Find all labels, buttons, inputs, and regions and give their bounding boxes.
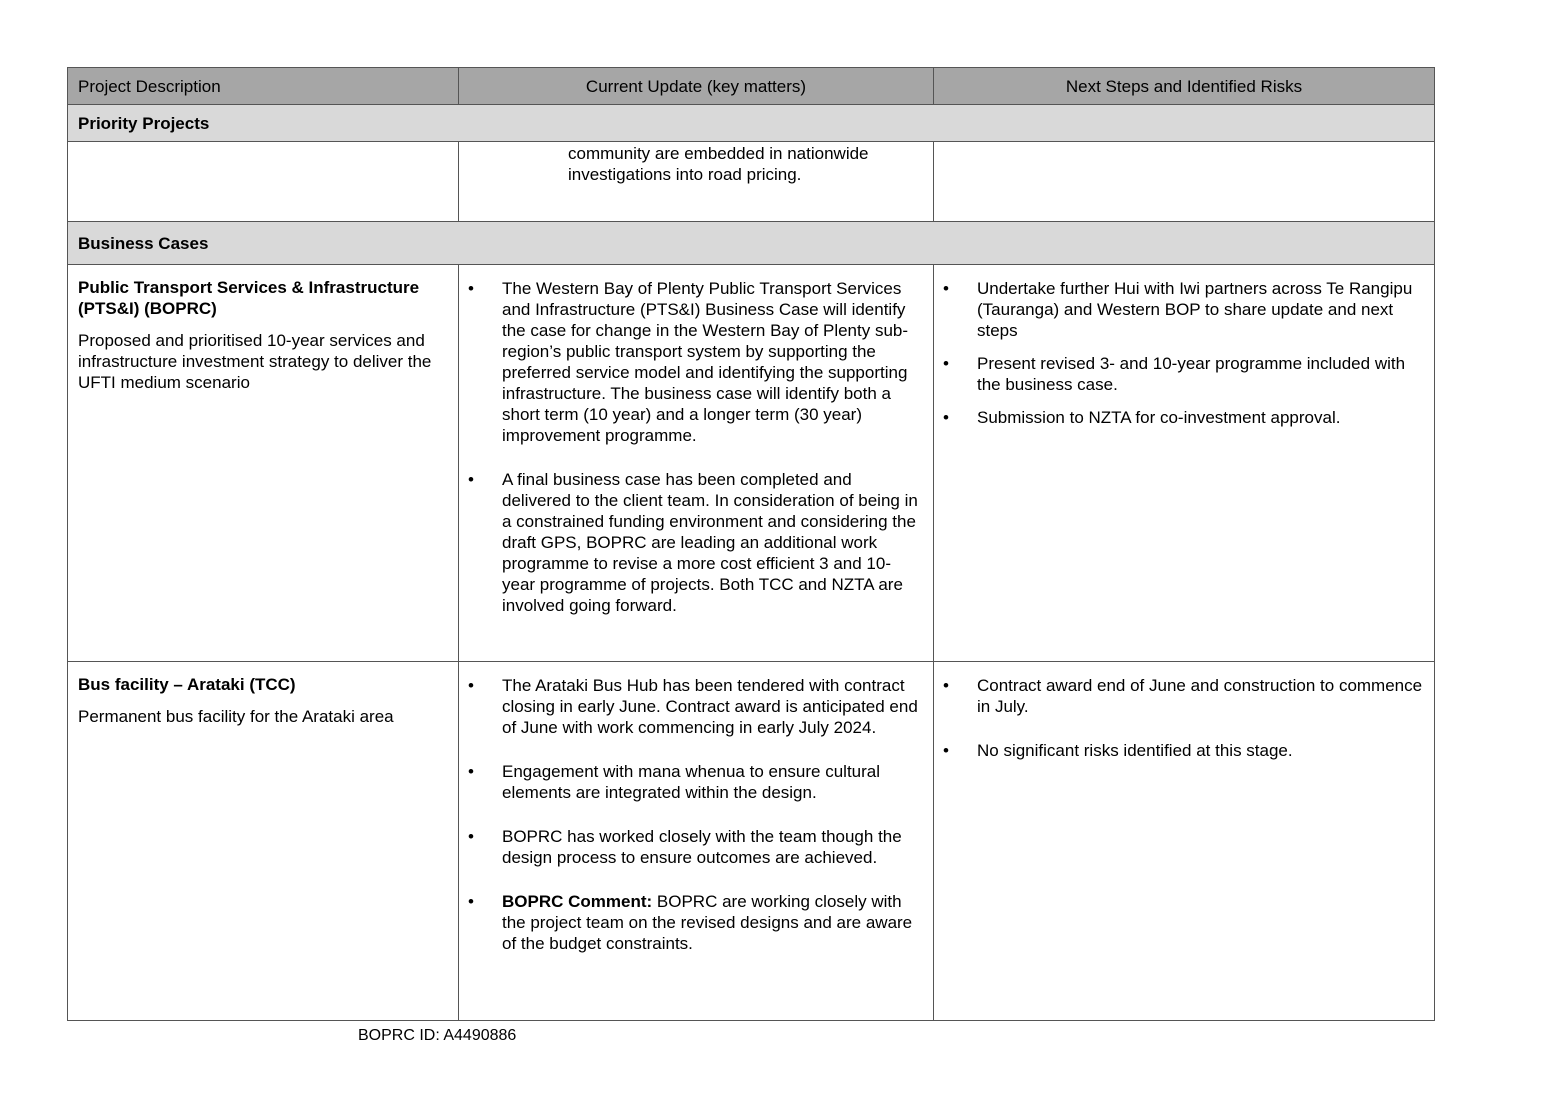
list-item: • Contract award end of June and construction to commence in July.: [934, 675, 1424, 717]
section-row-priority-projects: [68, 105, 1435, 142]
pts-next-steps-list: [934, 265, 1434, 428]
list-item: • A final business case has been completed and delivered to the client team. In consideration of being in a constrained funding environment and considering the draft GPS, BOPRC are leading an additional work programme to revise a more cost efficient 3 and 10-year programme of projects. Both TCC and NZTA are involved going forward.: [459, 469, 923, 616]
section-title-priority-projects: Priority Projects: [68, 105, 1435, 142]
list-item: • The Western Bay of Plenty Public Transport Services and Infrastructure (PTS&I) Business Case will identify the case for change in the Western Bay of Plenty sub-region’s public transport system by supporting the preferred service model and identifying the supporting infrastructure. The business case will identify both a short term (10 year) and a longer term (30 year) improvement programme.: [459, 278, 923, 446]
pts-description: Proposed and prioritised 10-year services and infrastructure investment strategy to deliver the UFTI medium scenario: [78, 331, 432, 392]
project-status-table: [67, 67, 1435, 1021]
table-cell-continuation-update: [459, 142, 934, 222]
list-item: • The Arataki Bus Hub has been tendered with contract closing in early June. Contract award is anticipated end of June with work commencing in early July 2024.: [459, 675, 923, 738]
list-item: • BOPRC has worked closely with the team though the design process to ensure outcomes are achieved.: [459, 826, 923, 868]
table-row-pts: [68, 265, 1435, 662]
list-item: • No significant risks identified at this stage.: [934, 740, 1424, 761]
list-item: • Submission to NZTA for co-investment approval.: [934, 407, 1424, 428]
comment-label: BOPRC Comment:: [502, 892, 653, 911]
pts-title: Public Transport Services & Infrastructure (PTS&I) (BOPRC): [78, 278, 420, 318]
table-cell-empty: [934, 142, 1435, 222]
header-project-description: Project Description: [68, 68, 459, 105]
comment-text: BOPRC are working closely with the project team on the revised designs and are aware of the budget constraints.: [502, 892, 913, 953]
continuation-text: [459, 142, 933, 185]
bus-title: Bus facility – Arataki (TCC): [78, 675, 296, 694]
pts-description-cell: [68, 265, 459, 662]
pts-update-list: [459, 265, 933, 616]
list-item-comment: [459, 891, 923, 954]
bus-next-steps-list: [934, 662, 1434, 761]
pts-update-cell: [459, 265, 934, 662]
list-item: • Present revised 3- and 10-year programme included with the business case.: [934, 353, 1424, 395]
pts-next-steps-cell: [934, 265, 1435, 662]
bus-update-list: [459, 662, 933, 954]
bus-description: Permanent bus facility for the Arataki area: [78, 707, 394, 726]
bus-next-steps-cell: [934, 662, 1435, 1021]
table-row-bus-facility: [68, 662, 1435, 1021]
section-title-business-cases: Business Cases: [68, 222, 1435, 265]
section-row-business-cases: [68, 222, 1435, 265]
bus-update-cell: [459, 662, 934, 1021]
list-item: • Engagement with mana whenua to ensure cultural elements are integrated within the design.: [459, 761, 923, 803]
table-cell-empty: [68, 142, 459, 222]
continuation-line-1: community are embedded in nationwide: [568, 144, 869, 163]
document-id-footer: BOPRC ID: A4490886: [358, 1027, 517, 1044]
header-current-update: Current Update (key matters): [459, 68, 934, 105]
continuation-line-2: investigations into road pricing.: [568, 165, 802, 184]
header-next-steps: Next Steps and Identified Risks: [934, 68, 1435, 105]
bus-description-cell: [68, 662, 459, 1021]
table-row-priority-continuation: [68, 142, 1435, 222]
list-item: • Undertake further Hui with Iwi partners across Te Rangipu (Tauranga) and Western BOP to share update and next steps: [934, 278, 1424, 341]
table-header-row: [68, 68, 1435, 105]
